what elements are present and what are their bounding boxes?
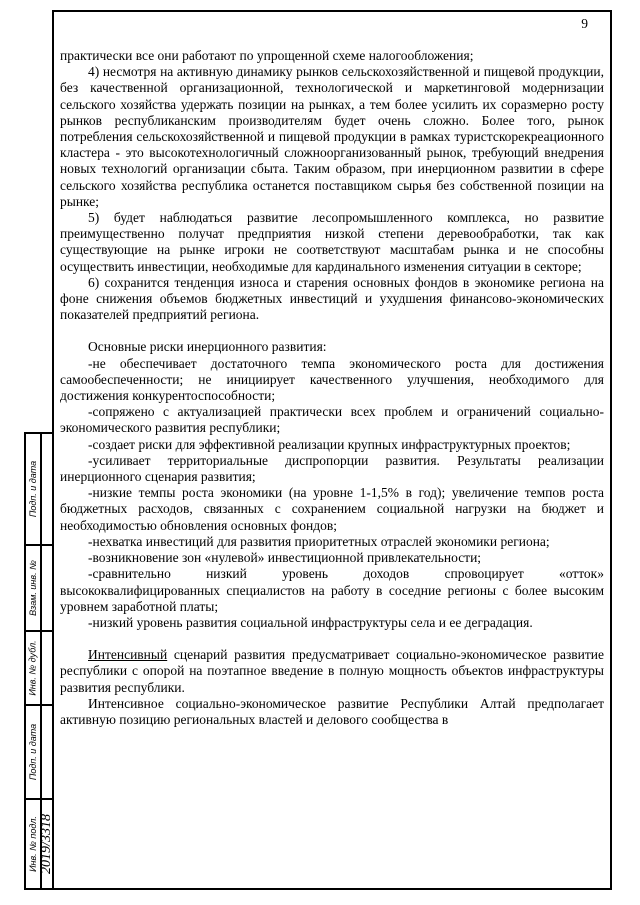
paragraph: Интенсивное социально-экономическое развитие Республики Алтай предполагает активную позицию региональных властей и делового сообщества в (60, 695, 604, 727)
document-body (60, 48, 604, 728)
stamp-label-replace-inv: Взам. инв. № (28, 560, 39, 616)
list-item: -возникновение зон «нулевой» инвестиционной привлекательности; (88, 550, 482, 566)
section-heading: Основные риски инерционного развития: (88, 339, 327, 355)
intensive-paragraph (60, 647, 604, 696)
intensive-text: сценарий развития предусматривает социально-экономическое развитие республики с опорой на поэтапное введение в полную мощность объектов инфраструктуры развития республики. (60, 647, 604, 695)
stamp-column (24, 432, 55, 890)
list-item: -усиливает территориальные диспропорции развития. Результаты реализации инерционного сценария развития; (60, 452, 604, 485)
stamp-label-sign-date-2: Подп. и дата (28, 723, 38, 781)
list-item: -сравнительно низкий уровень доходов спровоцирует «отток» высококвалифицированных специалистов на работу в соседние регионы с более высоким уровнем заработной платы; (60, 566, 604, 614)
paragraph: 4) несмотря на активную динамику рынков сельскохозяйственной и пищевой продукции, без качественной организационной, технологической и маркетинговой модернизации сельского хозяйства удержать позиции на рынках, а тем более усилить их соразмерно росту рынков республиканским производителям будет очень сложно. Более того, рынок потребления сельскохозяйственной и пищевой продукции в рамках туристскорекреационного кластера - это высокотехнологичный сложноорганизованный рынок, требующий внедрения новых технологий организации сбыта. Таким образом, при инерционном развитии в сфере сельского хозяйства республика останется поставщиком сырья без собственной позиции на рынке; (60, 64, 604, 209)
underlined-term: Интенсивный (88, 647, 168, 663)
list-item: -нехватка инвестиций для развития приоритетных отраслей экономики региона; (88, 533, 550, 549)
paragraph-gap (60, 631, 604, 647)
stamp-label-sign-date: Подп. и дата (28, 460, 38, 518)
stamp-label-orig-inv: Инв. № подл. (28, 816, 39, 872)
list-item: -сопряжено с актуализацией практически всех проблем и ограничений социально-экономического развития республики; (60, 404, 604, 436)
stamp-label-dup-inv: Инв. № дубл. (28, 640, 39, 696)
list-item: -низкий уровень развития социальной инфраструктуры села и ее деградация. (88, 614, 533, 630)
list-item: -не обеспечивает достаточного темпа экономического роста для достижения самообеспеченности; не инициирует качественного улучшения, необходимого для достижения конкурентоспособности; (60, 355, 604, 404)
list-item: -создает риски для эффективной реализации крупных инфраструктурных проектов; (88, 436, 571, 452)
paragraph-gap (60, 323, 604, 339)
list-item: -низкие темпы роста экономики (на уровне 1-1,5% в год); увеличение темпов роста бюджетных расходов, связанных с сохранением социальной нагрузки на бюджет и необходимостью обновления основных фондов; (60, 485, 604, 533)
paragraph: 5) будет наблюдаться развитие лесопромышленного комплекса, но развитие преимущественно получат предприятия низкой степени деревообработки, так как существующие на рынке игроки не соответствуют масштабам рынка и не способны осуществить инвестиции, необходимые для кардинального изменения ситуации в секторе; (60, 210, 604, 274)
paragraph: практически все они работают по упрощенной схеме налогообложения; (60, 48, 474, 63)
stamp-inventory-number: 2019/3318 (39, 814, 55, 874)
page-number: 9 (581, 16, 588, 31)
paragraph: 6) сохранится тенденция износа и старения основных фондов в экономике региона на фоне снижения объемов бюджетных инвестиций и ухудшения финансово-экономических показателей предприятий региона. (60, 274, 604, 323)
